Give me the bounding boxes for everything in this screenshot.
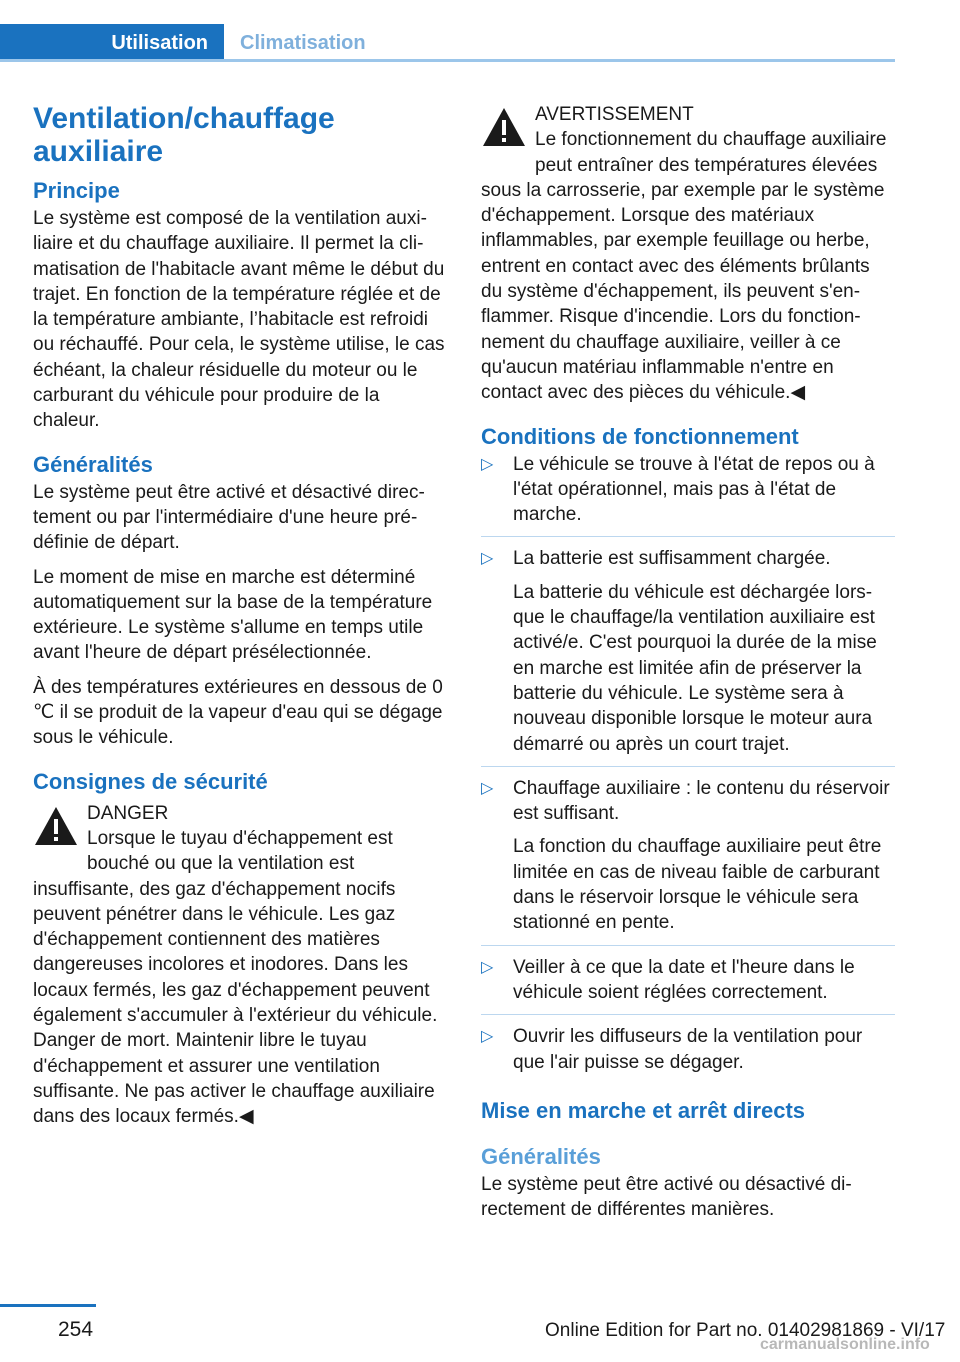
condition-text: Ouvrir les diffuseurs de la ventilation pour que l'air puisse se dégager. [513, 1026, 863, 1073]
footer-rule [0, 1304, 96, 1307]
principe-heading: Principe [33, 178, 120, 203]
triangle-right-icon: ▷ [481, 958, 494, 976]
list-item [481, 452, 895, 538]
warning-triangle-icon [33, 805, 79, 847]
condition-detail: La batterie du véhicule est déchargée lorsque le chauffage/la ventilation auxiliaire est activé/e. C'est pourquoi la durée de la mise en marche est limitée afin de préserver la batterie du véhicule. Le système sera à nouveau disponible lorsque le moteur aura démarré ou après un court trajet. [513, 581, 877, 755]
triangle-right-icon: ▷ [481, 1028, 494, 1046]
page-title: Ventilation/chauffage auxiliaire [33, 102, 335, 168]
triangle-right-icon: ▷ [481, 455, 494, 473]
tab-climatisation[interactable]: Climatisation [240, 31, 366, 54]
list-item [481, 1024, 895, 1084]
danger-title: DANGER [87, 802, 169, 824]
right-column [481, 102, 895, 1231]
list-item [481, 776, 895, 946]
consignes-heading: Consignes de sécurité [33, 768, 268, 794]
list-item [481, 546, 895, 766]
edition-text: Online Edition for Part no. 01402981869 - VI/17 [545, 1320, 946, 1341]
avertissement-text: Le fonctionnement du chauffage auxiliaire peut entraîner des températures élevées sous la carrosserie, par exemple par le système d'échappement. Lorsque des matériaux inflammables, par exemple feuillage ou herbe, entrent en contact avec des éléments brûlants du système d'échappement, ils peuvent s'enflammer. Risque d'incendie. Lors du fonctionnement du chauffage auxiliaire, veiller à ce qu'aucun matériau inflammable n'entre en contact avec des pièces du véhicule.◀ [481, 129, 887, 404]
header-rule [0, 59, 895, 62]
left-column [33, 102, 447, 1140]
principe-text: Le système est composé de la ventilation auxiliaire et du chauffage auxiliaire. Il permet la climatisation de l'habitacle avant même le début du trajet. En fonction de la température réglée et de la température ambiante, l’habitacle est refroidi ou réchauffé. Pour cela, le système utilise, le cas échéant, la chaleur résiduelle du moteur ou le carburant du véhicule pour produire de la chaleur. [33, 208, 445, 432]
danger-text: Lorsque le tuyau d'échappement est bouché ou que la ventilation est insuffisante, des gaz d'échappement nocifs peuvent pénétrer dans le véhicule. Les gaz d'échappement contiennent des matières dangereuses incolores et inodores. Dans les locaux fermés, les gaz d'échappement peuvent également s'accumuler à l'extérieur du véhicule. Danger de mort. Maintenir libre le tuyau d'échappement et assurer une ventilation suffisante. Ne pas activer le chauffage auxiliaire dans des locaux fermés.◀ [33, 827, 438, 1128]
conditions-heading: Conditions de fonctionnement [481, 423, 799, 449]
avertissement-notice [481, 102, 895, 406]
conditions-list [481, 452, 895, 1084]
avertissement-title: AVERTISSEMENT [535, 104, 694, 125]
page-number: 254 [58, 1318, 94, 1341]
condition-text: Le véhicule se trouve à l'état de repos ou à l'état opérationnel, mais pas à l'état de marche. [513, 453, 875, 526]
condition-detail: La fonction du chauffage auxiliaire peut être limitée en cas de niveau faible de carburant dans le réservoir lorsque le véhicule sera stationné en pente. [513, 836, 882, 934]
triangle-right-icon: ▷ [481, 550, 494, 568]
generalites-heading: Généralités [33, 451, 153, 477]
condition-text: La batterie est suffisamment chargée. [513, 548, 831, 570]
tab-utilisation[interactable]: Utilisation [0, 24, 224, 62]
mise-en-marche-heading: Mise en marche et arrêt directs [481, 1097, 806, 1123]
condition-text: Veiller à ce que la date et l'heure dans le véhicule soient réglées correctement. [513, 956, 855, 1003]
danger-notice [33, 801, 447, 1130]
condition-text: Chauffage auxiliaire : le contenu du réservoir est suffisant. [513, 777, 890, 825]
generalites-paragraph-2: Le moment de mise en marche est déterminé automatiquement sur la base de la température extérieure. Le système s'allume en temps utile avant l'heure de départ présélectionnée. [33, 566, 433, 664]
generalites-subheading: Généralités [481, 1143, 601, 1169]
generalites-paragraph-3: À des températures extérieures en dessous de 0 ℃ il se produit de la vapeur d'eau qui se dégage sous le véhicule. [33, 676, 443, 749]
generalites-text: Le système peut être activé ou désactivé directement de différentes manières. [481, 1173, 852, 1221]
generalites-paragraph-1: Le système peut être activé et désactivé directement ou par l'intermédiaire d'une heure prédéfinie de départ. [33, 481, 425, 554]
watermark: carmanualsonline.info [760, 1336, 930, 1353]
header-tabs [0, 24, 895, 62]
triangle-right-icon: ▷ [481, 779, 494, 797]
warning-triangle-icon [481, 106, 527, 148]
list-item [481, 955, 895, 1016]
